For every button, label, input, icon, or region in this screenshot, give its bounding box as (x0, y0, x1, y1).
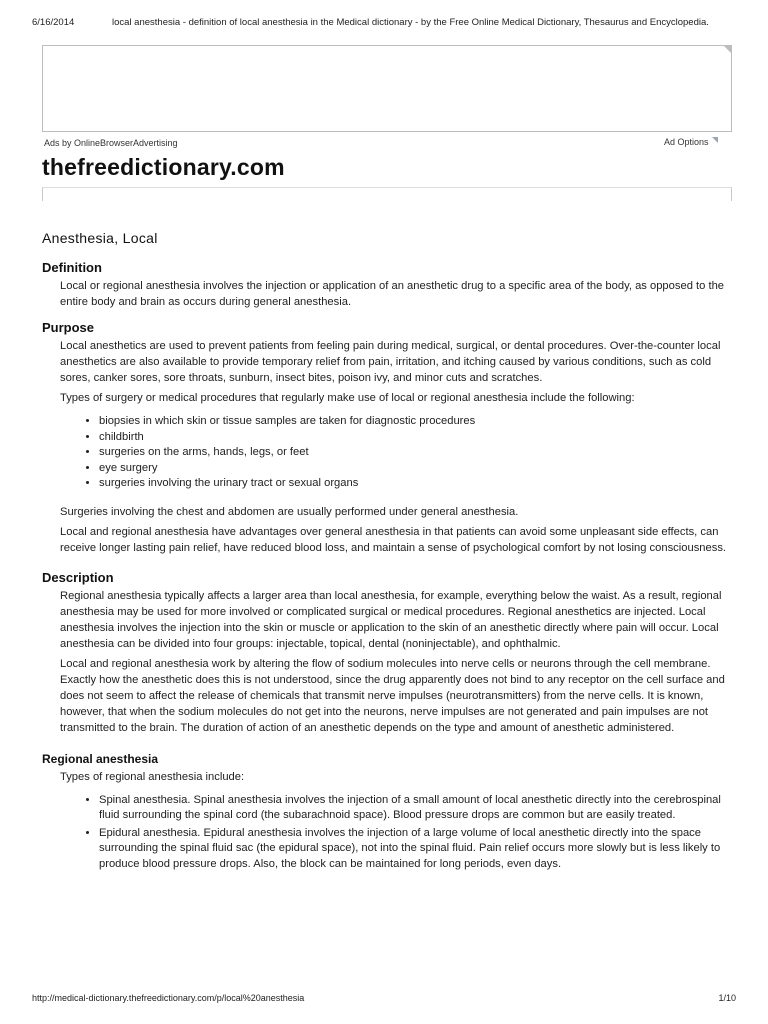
ads-by-label[interactable]: Ads by OnlineBrowserAdvertising (44, 138, 178, 148)
procedure-list (42, 414, 732, 492)
purpose-paragraph-3: Surgeries involving the chest and abdomen are usually performed under general anesthesia. (60, 505, 519, 518)
list-item: • biopsies in which skin or tissue samples are taken for diagnostic procedures (99, 414, 732, 430)
list-item: • surgeries on the arms, hands, legs, or feet (99, 445, 732, 461)
definition-heading: Definition (42, 260, 102, 275)
ad-options-link[interactable] (664, 137, 718, 147)
regional-anesthesia-heading: Regional anesthesia (42, 751, 159, 766)
ad-options-label[interactable]: Ad Options (664, 137, 709, 147)
description-paragraph-1: Regional anesthesia typically affects a larger area than local anesthesia, for example, everything below the waist. As a result, regional anesthesia may be used for more involved or complicated surgical or medical procedures. Regional anesthetics are injected. Local anesthesia involves the injection into the skin or muscle or application to the skin of an anesthetic directly where pain will occur. Local anesthesia can be divided into four groups: injectable, topical, dental (noninjectable), and ophthalmic. (60, 589, 722, 650)
page-number: 1/10 (718, 993, 736, 1003)
purpose-paragraph-2: Types of surgery or medical procedures that regularly make use of local or regional anesthesia include the following: (60, 392, 635, 404)
ad-choices-corner-icon[interactable] (724, 46, 731, 53)
regional-types-list (42, 793, 732, 873)
list-item: • Epidural anesthesia. Epidural anesthesia involves the injection of a large volume of local anesthetic directly into the space surrounding the spinal fluid sac (the epidural space), not into the spinal fluid. Pain relief occurs more slowly but is less likely to produce blood pressure drops. Also, the block can be maintained for long periods, even days. (99, 826, 732, 873)
article-title: Anesthesia, Local (42, 230, 158, 246)
list-item: • Spinal anesthesia. Spinal anesthesia involves the injection of a small amount of local anesthetic directly into the cerebrospinal fluid surrounding the spinal cord (the subarachnoid space). Blood pressure drops are common but are easily treated. (99, 793, 732, 824)
purpose-paragraph-4: Local and regional anesthesia have advantages over general anesthesia in that patients can avoid some unpleasant side effects, can receive longer lasting pain relief, have reduced blood loss, and maintain a sense of psychological comfort by not losing consciousness. (60, 525, 727, 554)
purpose-heading: Purpose (42, 320, 95, 335)
print-date: 6/16/2014 (32, 17, 75, 28)
site-title[interactable]: thefreedictionary.com (42, 154, 285, 180)
description-paragraph-2: Local and regional anesthesia work by altering the flow of sodium molecules into nerve cells or neurons through the cell membrane. Exactly how the anesthetic does this is not understood, since the drug apparently does not bind to any receptor on the cell surface and does not seem to affect the release of chemicals that transmit nerve impulses (neurotransmitters) from the nerve cells. It is known, however, that when the sodium molecules do not get into the neurons, nerve impulses are not generated and pain impulses are not transmitted to the brain. The duration of action of an anesthetic depends on the type and amount of anesthetic administered. (60, 657, 725, 734)
list-item: • eye surgery (99, 461, 732, 477)
list-item: • childbirth (99, 430, 732, 446)
article-content (42, 230, 732, 884)
regional-intro: Types of regional anesthesia include: (60, 770, 245, 783)
ad-banner[interactable] (42, 45, 732, 132)
description-heading: Description (42, 569, 114, 585)
list-item: • surgeries involving the urinary tract or sexual organs (99, 476, 732, 492)
page-url: http://medical-dictionary.thefreedictionary.com/p/local%20anesthesia (32, 993, 305, 1003)
print-page-title: local anesthesia - definition of local anesthesia in the Medical dictionary - by the Free Online Medical Dictionary, Thesaurus and Encyclopedia. (112, 17, 709, 28)
purpose-paragraph-1: Local anesthetics are used to prevent patients from feeling pain during medical, surgical, or dental procedures. Over-the-counter local anesthetics are also available to provide temporary relief from pain, irritation, and itching caused by various conditions, such as cold sores, canker sores, sore throats, sunburn, insect bites, poison ivy, and minor cuts and scratches. (60, 340, 721, 384)
ad-choices-icon[interactable] (712, 137, 718, 143)
definition-text: Local or regional anesthesia involves the injection or application of an anesthetic drug to a specific area of the body, as opposed to the entire body and brain as occurs during general anesthesia. (60, 280, 725, 308)
search-bar-area (42, 187, 732, 201)
